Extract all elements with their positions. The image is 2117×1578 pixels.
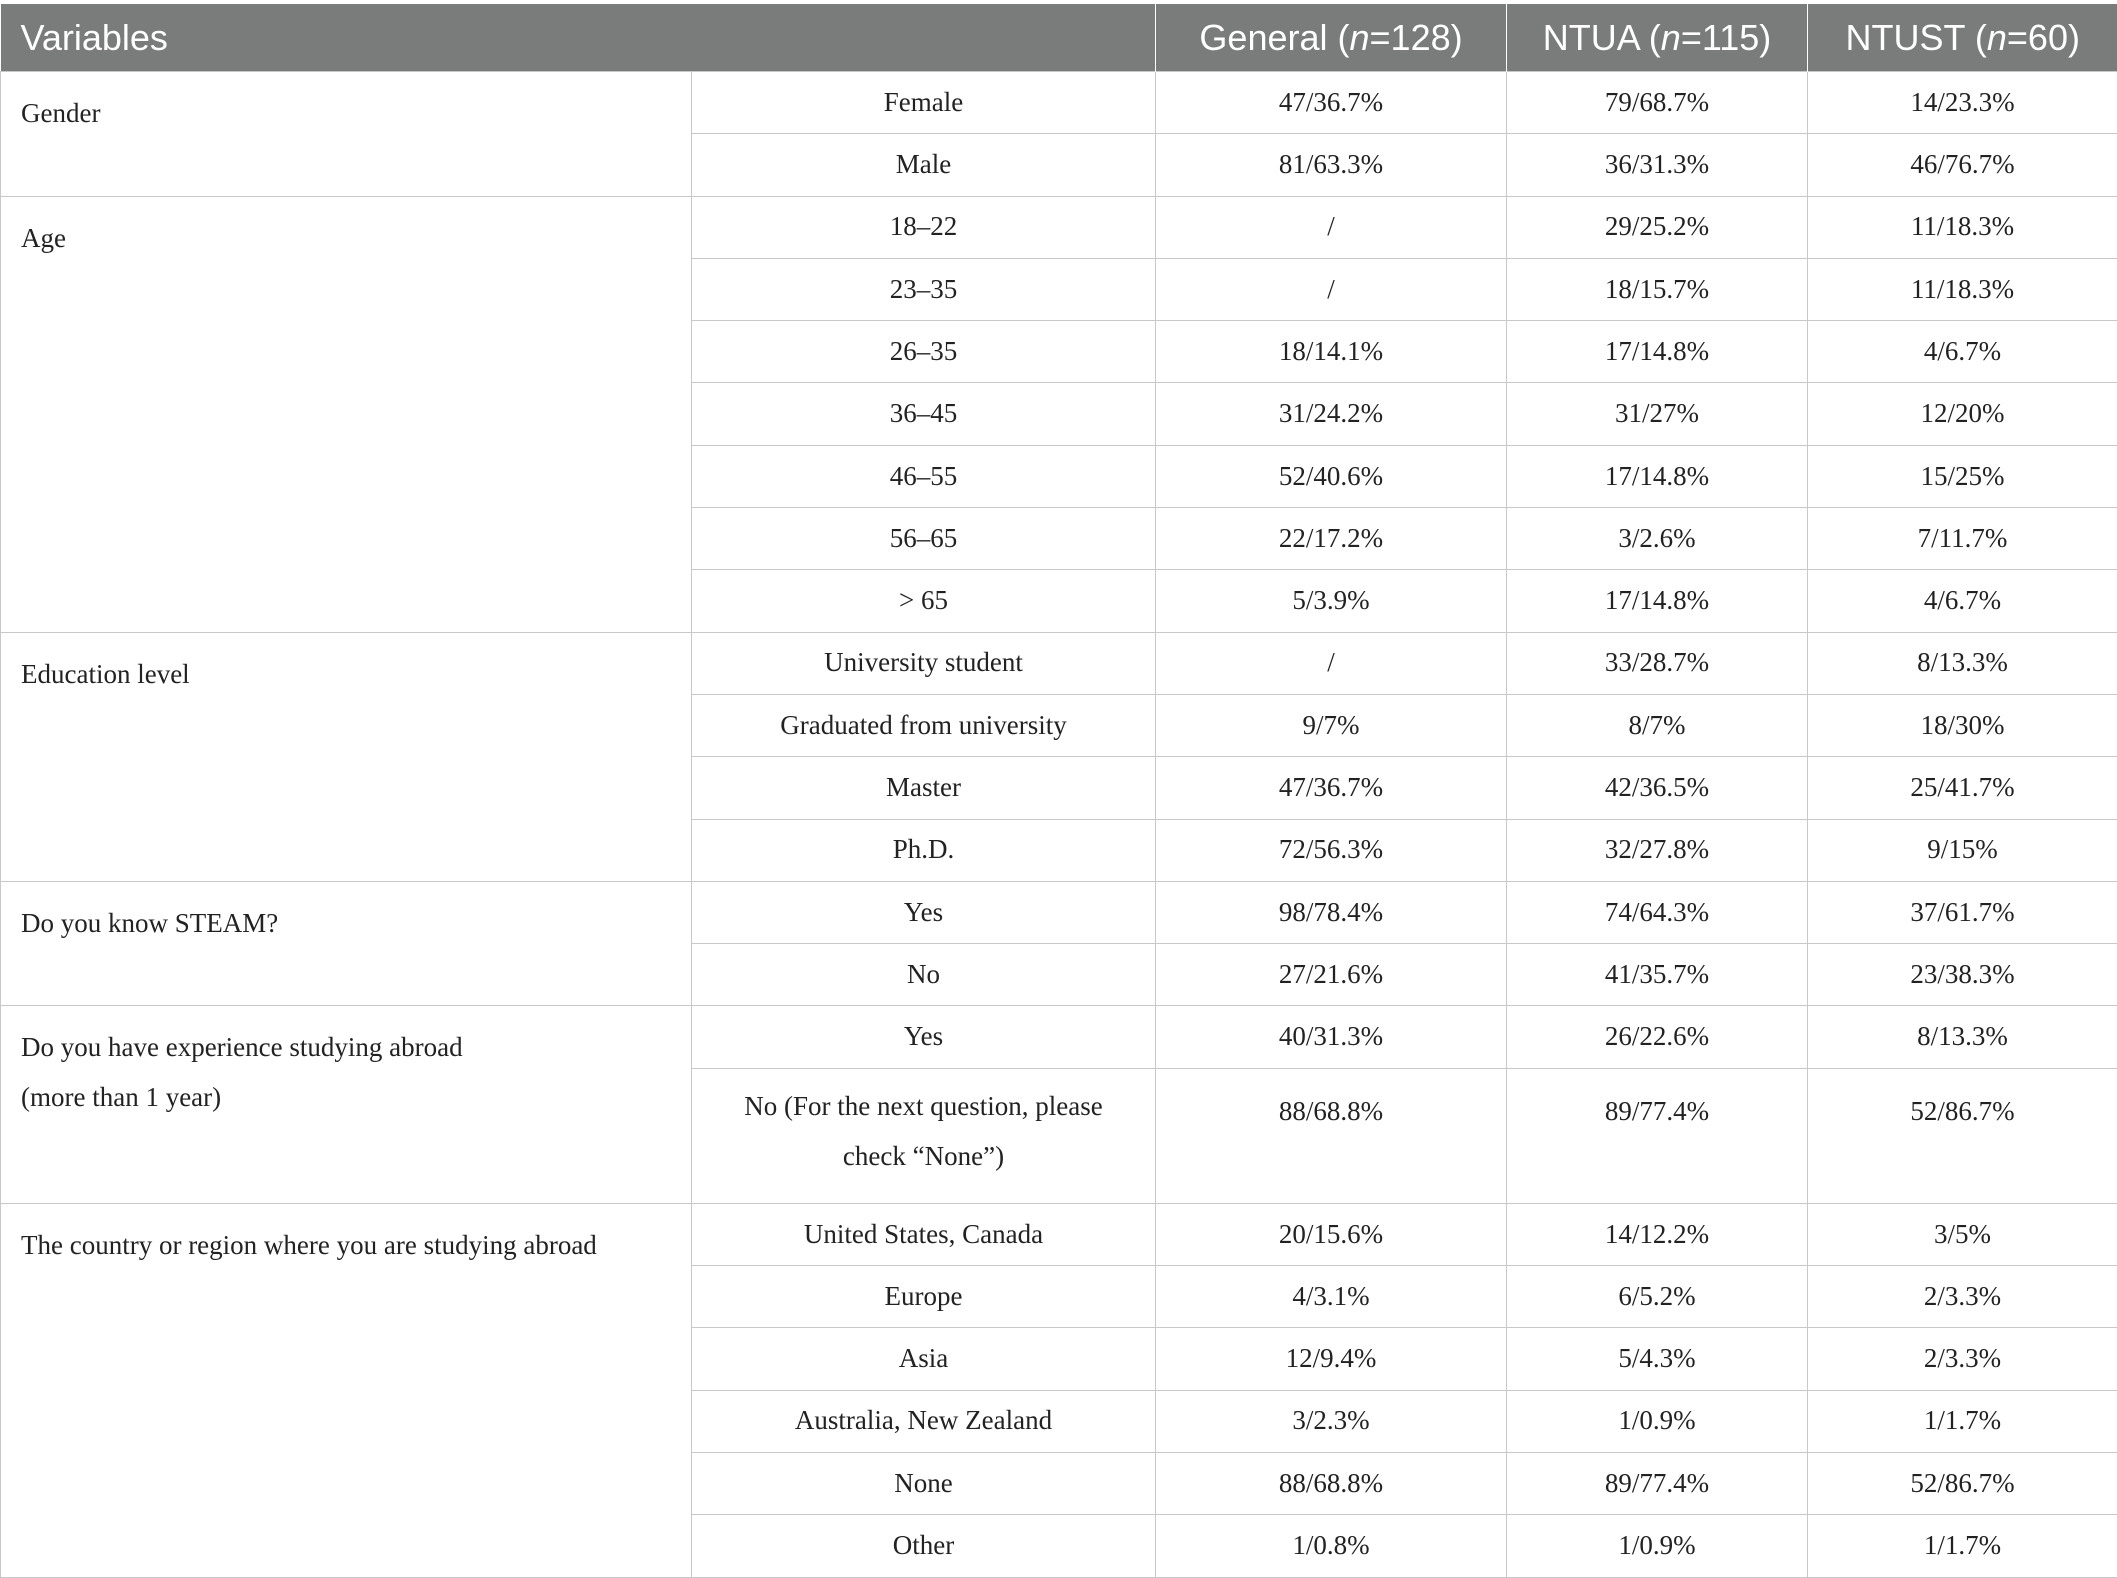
general-cell: 72/56.3%: [1156, 819, 1507, 881]
general-cell: 20/15.6%: [1156, 1203, 1507, 1265]
ntua-cell: 14/12.2%: [1507, 1203, 1808, 1265]
category-cell: 46–55: [692, 445, 1156, 507]
ntust-cell: 9/15%: [1808, 819, 2117, 881]
general-cell: /: [1156, 632, 1507, 694]
ntua-cell: 5/4.3%: [1507, 1328, 1808, 1390]
ntua-cell: 8/7%: [1507, 694, 1808, 756]
ntust-cell: 2/3.3%: [1808, 1266, 2117, 1328]
ntua-cell: 6/5.2%: [1507, 1266, 1808, 1328]
general-cell: 18/14.1%: [1156, 321, 1507, 383]
category-cell: Master: [692, 757, 1156, 819]
general-cell: 81/63.3%: [1156, 134, 1507, 196]
ntust-cell: 8/13.3%: [1808, 1006, 2117, 1068]
ntust-cell: 15/25%: [1808, 445, 2117, 507]
general-cell: 47/36.7%: [1156, 72, 1507, 134]
variable-study-abroad-experience: Do you have experience studying abroad (more than 1 year): [1, 1006, 692, 1203]
ntust-cell: 46/76.7%: [1808, 134, 2117, 196]
ntua-cell: 18/15.7%: [1507, 258, 1808, 320]
ntust-cell: 52/86.7%: [1808, 1068, 2117, 1203]
category-cell: None: [692, 1452, 1156, 1514]
ntua-cell: 42/36.5%: [1507, 757, 1808, 819]
ntua-cell: 29/25.2%: [1507, 196, 1808, 258]
ntua-cell: 26/22.6%: [1507, 1006, 1808, 1068]
ntust-cell: 2/3.3%: [1808, 1328, 2117, 1390]
ntust-cell: 52/86.7%: [1808, 1452, 2117, 1514]
ntust-cell: 11/18.3%: [1808, 196, 2117, 258]
ntust-cell: 4/6.7%: [1808, 321, 2117, 383]
category-cell: No (For the next question, please check “None”): [692, 1068, 1156, 1203]
demographics-table: [0, 4, 2117, 1578]
category-cell: Asia: [692, 1328, 1156, 1390]
general-cell: 98/78.4%: [1156, 881, 1507, 943]
category-cell: > 65: [692, 570, 1156, 632]
general-cell: /: [1156, 258, 1507, 320]
category-cell: 56–65: [692, 508, 1156, 570]
category-cell: Graduated from university: [692, 694, 1156, 756]
ntua-cell: 17/14.8%: [1507, 321, 1808, 383]
category-cell: Female: [692, 72, 1156, 134]
ntust-cell: 7/11.7%: [1808, 508, 2117, 570]
ntua-cell: 1/0.9%: [1507, 1390, 1808, 1452]
table-row: [1, 72, 2117, 134]
table-body: [1, 72, 2117, 1578]
category-cell: Yes: [692, 1006, 1156, 1068]
header-variables: Variables: [1, 4, 1156, 72]
ntust-cell: 25/41.7%: [1808, 757, 2117, 819]
ntust-cell: 1/1.7%: [1808, 1390, 2117, 1452]
general-cell: 31/24.2%: [1156, 383, 1507, 445]
general-cell: /: [1156, 196, 1507, 258]
variable-study-abroad-region: The country or region where you are studying abroad: [1, 1203, 692, 1577]
general-cell: 3/2.3%: [1156, 1390, 1507, 1452]
general-cell: 52/40.6%: [1156, 445, 1507, 507]
ntua-cell: 89/77.4%: [1507, 1452, 1808, 1514]
general-cell: 22/17.2%: [1156, 508, 1507, 570]
category-cell: United States, Canada: [692, 1203, 1156, 1265]
ntust-cell: 3/5%: [1808, 1203, 2117, 1265]
ntust-cell: 18/30%: [1808, 694, 2117, 756]
ntust-cell: 1/1.7%: [1808, 1515, 2117, 1577]
ntua-cell: 89/77.4%: [1507, 1068, 1808, 1203]
category-cell: 23–35: [692, 258, 1156, 320]
table-row: [1, 881, 2117, 943]
ntust-cell: 12/20%: [1808, 383, 2117, 445]
general-cell: 88/68.8%: [1156, 1068, 1507, 1203]
header-general: General (n=128): [1156, 4, 1507, 72]
general-cell: 1/0.8%: [1156, 1515, 1507, 1577]
ntust-cell: 4/6.7%: [1808, 570, 2117, 632]
ntust-cell: 37/61.7%: [1808, 881, 2117, 943]
table-row: [1, 632, 2117, 694]
variable-know-steam: Do you know STEAM?: [1, 881, 692, 1006]
general-cell: 4/3.1%: [1156, 1266, 1507, 1328]
ntua-cell: 3/2.6%: [1507, 508, 1808, 570]
ntust-cell: 23/38.3%: [1808, 944, 2117, 1006]
general-cell: 9/7%: [1156, 694, 1507, 756]
header-ntua: NTUA (n=115): [1507, 4, 1808, 72]
ntust-cell: 8/13.3%: [1808, 632, 2117, 694]
ntust-cell: 11/18.3%: [1808, 258, 2117, 320]
ntua-cell: 33/28.7%: [1507, 632, 1808, 694]
general-cell: 5/3.9%: [1156, 570, 1507, 632]
general-cell: 12/9.4%: [1156, 1328, 1507, 1390]
ntua-cell: 41/35.7%: [1507, 944, 1808, 1006]
table-row: [1, 1203, 2117, 1265]
ntua-cell: 17/14.8%: [1507, 570, 1808, 632]
category-cell: 26–35: [692, 321, 1156, 383]
ntua-cell: 1/0.9%: [1507, 1515, 1808, 1577]
general-cell: 27/21.6%: [1156, 944, 1507, 1006]
category-cell: Male: [692, 134, 1156, 196]
category-cell: University student: [692, 632, 1156, 694]
variable-education-level: Education level: [1, 632, 692, 881]
table-header: [1, 4, 2117, 72]
table-row: [1, 1006, 2117, 1068]
category-cell: Ph.D.: [692, 819, 1156, 881]
general-cell: 88/68.8%: [1156, 1452, 1507, 1514]
category-cell: No: [692, 944, 1156, 1006]
ntust-cell: 14/23.3%: [1808, 72, 2117, 134]
variable-age: Age: [1, 196, 692, 632]
category-cell: Yes: [692, 881, 1156, 943]
ntua-cell: 31/27%: [1507, 383, 1808, 445]
category-cell: Other: [692, 1515, 1156, 1577]
ntua-cell: 32/27.8%: [1507, 819, 1808, 881]
ntua-cell: 36/31.3%: [1507, 134, 1808, 196]
category-cell: Australia, New Zealand: [692, 1390, 1156, 1452]
general-cell: 47/36.7%: [1156, 757, 1507, 819]
header-ntust: NTUST (n=60): [1808, 4, 2117, 72]
category-cell: 36–45: [692, 383, 1156, 445]
ntua-cell: 79/68.7%: [1507, 72, 1808, 134]
table-row: [1, 196, 2117, 258]
general-cell: 40/31.3%: [1156, 1006, 1507, 1068]
ntua-cell: 17/14.8%: [1507, 445, 1808, 507]
category-cell: 18–22: [692, 196, 1156, 258]
category-cell: Europe: [692, 1266, 1156, 1328]
header-row: [1, 4, 2117, 72]
variable-gender: Gender: [1, 72, 692, 197]
ntua-cell: 74/64.3%: [1507, 881, 1808, 943]
